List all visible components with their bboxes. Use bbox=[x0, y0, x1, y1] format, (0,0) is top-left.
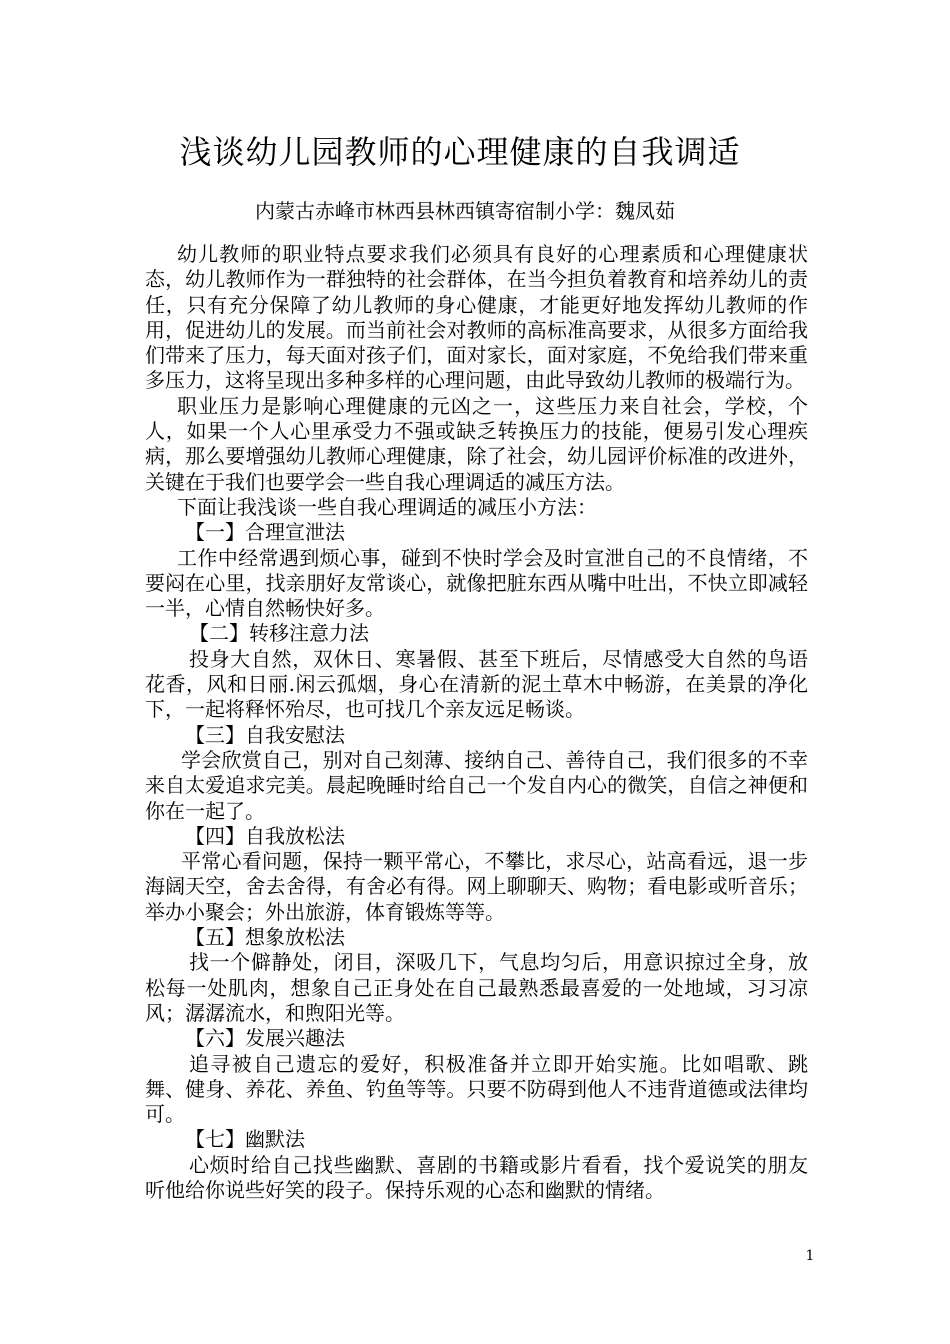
section-text-7: 心烦时给自己找些幽默、喜剧的书籍或影片看看，找个爱说笑的朋友听他给你说些好笑的段子。保持乐观的心态和幽默的情绪。 bbox=[145, 1152, 808, 1202]
paragraph-pressure: 职业压力是影响心理健康的元凶之一，这些压力来自社会，学校，个人，如果一个人心里承受力不强或缺乏转换压力的技能，便易引发心理疾病，那么要增强幼儿教师心理健康，除了社会，幼儿园评价标准的改进外，关键在于我们也要学会一些自我心理调适的减压方法。 bbox=[145, 393, 808, 494]
section-heading-1: 【一】合理宣泄法 bbox=[185, 520, 345, 545]
paragraph-intro: 幼儿教师的职业特点要求我们必须具有良好的心理素质和心理健康状态，幼儿教师作为一群独特的社会群体，在当今担负着教育和培养幼儿的责任，只有充分保障了幼儿教师的身心健康，才能更好地发挥幼儿教师的作用，促进幼儿的发展。而当前社会对教师的高标准高要求，从很多方面给我们带来了压力，每天面对孩子们，面对家长，面对家庭，不免给我们带来重多压力，这将呈现出多种多样的心理问题，由此导致幼儿教师的极端行为。 bbox=[145, 242, 808, 393]
section-text-2: 投身大自然，双休日、寒暑假、甚至下班后，尽情感受大自然的鸟语花香，风和日丽.闲云孤烟，身心在清新的泥土草木中畅游，在美景的净化下，一起将释怀殆尽，也可找几个亲友远足畅谈。 bbox=[145, 646, 808, 722]
page-number: 1 bbox=[805, 1248, 815, 1264]
document-body bbox=[145, 242, 808, 1203]
section-text-1: 工作中经常遇到烦心事，碰到不快时学会及时宣泄自己的不良情绪，不要闷在心里，找亲朋好友常谈心，就像把脏东西从嘴中吐出，不快立即减轻一半，心情自然畅快好多。 bbox=[145, 545, 808, 621]
section-text-3: 学会欣赏自己，别对自己刻薄、接纳自己、善待自己，我们很多的不幸来自太爱追求完美。晨起晚睡时给自己一个发自内心的微笑，自信之神便和你在一起了。 bbox=[145, 747, 808, 823]
section-heading-5: 【五】想象放松法 bbox=[185, 925, 345, 950]
paragraph-methods-intro: 下面让我浅谈一些自我心理调适的减压小方法： bbox=[177, 494, 597, 519]
section-text-5: 找一个僻静处，闭目，深吸几下，气息均匀后，用意识掠过全身，放松每一处肌肉，想象自己正身处在自己最熟悉最喜爱的一处地域，习习凉风；潺潺流水，和煦阳光等。 bbox=[145, 950, 808, 1025]
document-title: 浅谈幼儿园教师的心理健康的自我调适 bbox=[179, 133, 741, 171]
section-heading-3: 【三】自我安慰法 bbox=[185, 722, 345, 747]
section-heading-6: 【六】发展兴趣法 bbox=[185, 1026, 345, 1051]
author-line: 内蒙古赤峰市林西县林西镇寄宿制小学：魏凤茹 bbox=[255, 199, 675, 223]
section-text-6: 追寻被自己遗忘的爱好，积极准备并立即开始实施。比如唱歌、跳舞、健身、养花、养鱼、钓鱼等等。只要不防碍到他人不违背道德或法律均可。 bbox=[145, 1051, 808, 1127]
section-text-4: 平常心看问题，保持一颗平常心，不攀比，求尽心，站高看远，退一步海阔天空，舍去舍得，有舍必有得。网上聊聊天、购物；看电影或听音乐；举办小聚会；外出旅游，体育锻炼等等。 bbox=[145, 849, 808, 924]
section-heading-2: 【二】转移注意力法 bbox=[189, 621, 369, 646]
section-heading-4: 【四】自我放松法 bbox=[185, 823, 345, 848]
section-heading-7: 【七】幽默法 bbox=[185, 1127, 305, 1152]
